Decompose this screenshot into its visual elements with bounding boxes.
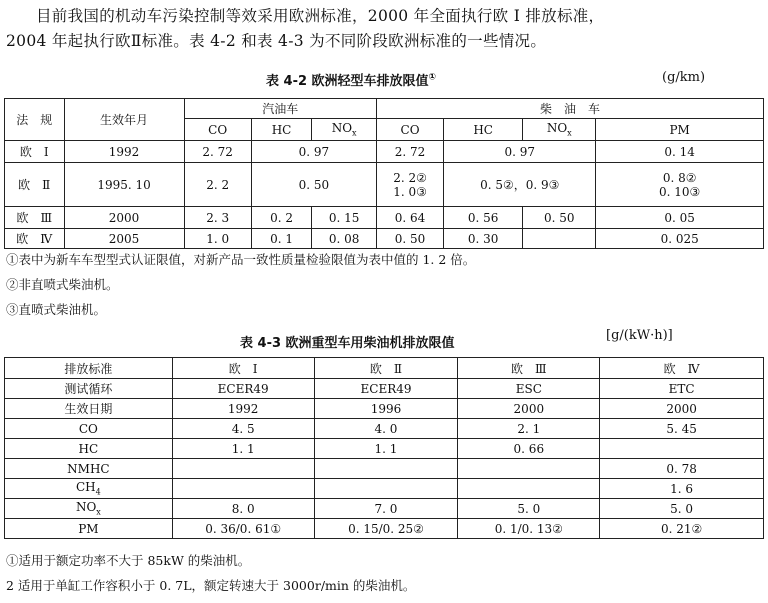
header-gasoline: 汽油车 (184, 99, 376, 119)
cell: 5. 0 (600, 499, 764, 519)
row-label: NMHC (5, 459, 173, 479)
table-row (5, 379, 764, 399)
header-euro4: 欧 Ⅳ (600, 358, 764, 379)
table2 (4, 357, 764, 539)
cell: 2. 72 (184, 141, 251, 163)
table-row (5, 499, 764, 519)
table1-caption (266, 70, 436, 89)
cell: 0. 14 (596, 141, 764, 163)
table1-caption-text: 表 4-2 欧洲轻型车排放限值 (266, 74, 429, 89)
row-label: 测试循环 (5, 379, 173, 399)
header-d-co: CO (376, 119, 443, 141)
cell (314, 459, 458, 479)
cell (523, 229, 596, 249)
row-label: CO (5, 419, 173, 439)
cell (458, 479, 600, 499)
row-label: $CH_4$ (5, 479, 173, 499)
cell: 0. 50 (376, 229, 443, 249)
cell: 0. 1/0. 13② (458, 519, 600, 539)
header-d-nox: $NO_x$ (523, 119, 596, 141)
cell: 2. 72 (376, 141, 443, 163)
cell: 2. 1 (458, 419, 600, 439)
table1-unit: (g/km) (662, 70, 706, 85)
cell: 2. 2 (184, 163, 251, 207)
cell: 0. 78 (600, 459, 764, 479)
header-pm: PM (596, 119, 764, 141)
cell-line: 0. 8② (662, 170, 697, 185)
cell: 0. 97 (251, 141, 376, 163)
header-g-hc: HC (251, 119, 312, 141)
table-row (5, 399, 764, 419)
intro-line-2: 2004 年起执行欧Ⅱ标准。表 4-2 和表 4-3 为不同阶段欧洲标准的一些情况。 (6, 32, 547, 50)
cell: 0. 36/0. 61① (172, 519, 314, 539)
header-euro1: 欧 Ⅰ (172, 358, 314, 379)
cell: 7. 0 (314, 499, 458, 519)
row-date: 2005 (64, 229, 184, 249)
table-row (5, 207, 764, 229)
table1-caption-mark: ① (428, 72, 437, 83)
table2-unit: [g/(kW·h)] (606, 328, 673, 343)
cell: 1. 6 (600, 479, 764, 499)
cell (458, 459, 600, 479)
cell (314, 479, 458, 499)
cell: 0. 30 (444, 229, 523, 249)
cell: 5. 45 (600, 419, 764, 439)
header-d-hc: HC (444, 119, 523, 141)
cell: 0. 56 (444, 207, 523, 229)
table-row (5, 419, 764, 439)
table1-note-2: ②非直喷式柴油机。 (6, 277, 119, 292)
table2-note-1: ①适用于额定功率不大于 85kW 的柴油机。 (6, 553, 251, 568)
cell-line: 0. 10③ (659, 184, 701, 199)
table-row (5, 459, 764, 479)
row-label: HC (5, 439, 173, 459)
cell: 1. 1 (172, 439, 314, 459)
intro-line-1: 目前我国的机动车污染控制等效采用欧洲标准，2000 年全面执行欧 I 排放标准， (36, 7, 605, 25)
cell: 0. 2 (251, 207, 312, 229)
cell: 0. 08 (312, 229, 377, 249)
cell (172, 459, 314, 479)
table-row (5, 141, 764, 163)
row-label: $NO_x$ (5, 499, 173, 519)
cell: 0. 15/0. 25② (314, 519, 458, 539)
header-date: 生效年月 (64, 99, 184, 141)
table1-note-1: ①表中为新车车型型式认证限值，对新产品一致性质量检验限值为表中值的 1. 2 倍。 (6, 252, 476, 267)
header-euro3: 欧 Ⅲ (458, 358, 600, 379)
cell: 2000 (458, 399, 600, 419)
table-row (5, 519, 764, 539)
cell: 0. 97 (444, 141, 596, 163)
cell: 2. 3 (184, 207, 251, 229)
row-date: 1992 (64, 141, 184, 163)
cell (172, 479, 314, 499)
row-name: 欧 Ⅱ (5, 163, 65, 207)
row-date: 1995. 10 (64, 163, 184, 207)
cell: ETC (600, 379, 764, 399)
cell: 8. 0 (172, 499, 314, 519)
cell: 0. 50 (523, 207, 596, 229)
cell-line: 2. 2② (393, 170, 427, 185)
row-label: PM (5, 519, 173, 539)
header-diesel: 柴 油 车 (376, 99, 763, 119)
header-regulation: 法 规 (5, 99, 65, 141)
cell: ESC (458, 379, 600, 399)
cell: 5. 0 (458, 499, 600, 519)
cell: 0. 025 (596, 229, 764, 249)
header-standard: 排放标准 (5, 358, 173, 379)
cell: 0. 1 (251, 229, 312, 249)
table-row (5, 163, 764, 207)
row-date: 2000 (64, 207, 184, 229)
table2-note-2: 2 适用于单缸工作容积小于 0. 7L，额定转速大于 3000r/min 的柴油机。 (6, 578, 416, 593)
cell: 0. 5②，0. 9③ (444, 163, 596, 207)
table1-note-3: ③直喷式柴油机。 (6, 302, 107, 317)
cell: 4. 0 (314, 419, 458, 439)
cell: 0. 66 (458, 439, 600, 459)
header-euro2: 欧 Ⅱ (314, 358, 458, 379)
cell: 0. 64 (376, 207, 443, 229)
table-row (5, 479, 764, 499)
cell: 0. 21② (600, 519, 764, 539)
cell: 0. 15 (312, 207, 377, 229)
cell: 2000 (600, 399, 764, 419)
cell: 0. 50 (251, 163, 376, 207)
table2-header-row (5, 358, 764, 379)
intro-paragraph (6, 4, 762, 54)
cell (596, 163, 764, 207)
cell (376, 163, 443, 207)
header-g-nox: $NO_x$ (312, 119, 377, 141)
cell-line: 1. 0③ (393, 184, 427, 199)
cell: ECER49 (172, 379, 314, 399)
table-row (5, 439, 764, 459)
cell: ECER49 (314, 379, 458, 399)
table2-caption: 表 4-3 欧洲重型车用柴油机排放限值 (240, 336, 455, 351)
cell: 4. 5 (172, 419, 314, 439)
header-g-co: CO (184, 119, 251, 141)
cell (600, 439, 764, 459)
table1 (4, 98, 764, 249)
cell: 1992 (172, 399, 314, 419)
cell: 1. 1 (314, 439, 458, 459)
table1-header-row (5, 99, 764, 119)
row-name: 欧 Ⅲ (5, 207, 65, 229)
row-label: 生效日期 (5, 399, 173, 419)
cell: 1. 0 (184, 229, 251, 249)
cell: 1996 (314, 399, 458, 419)
row-name: 欧 Ⅰ (5, 141, 65, 163)
cell: 0. 05 (596, 207, 764, 229)
table-row (5, 229, 764, 249)
row-name: 欧 Ⅳ (5, 229, 65, 249)
